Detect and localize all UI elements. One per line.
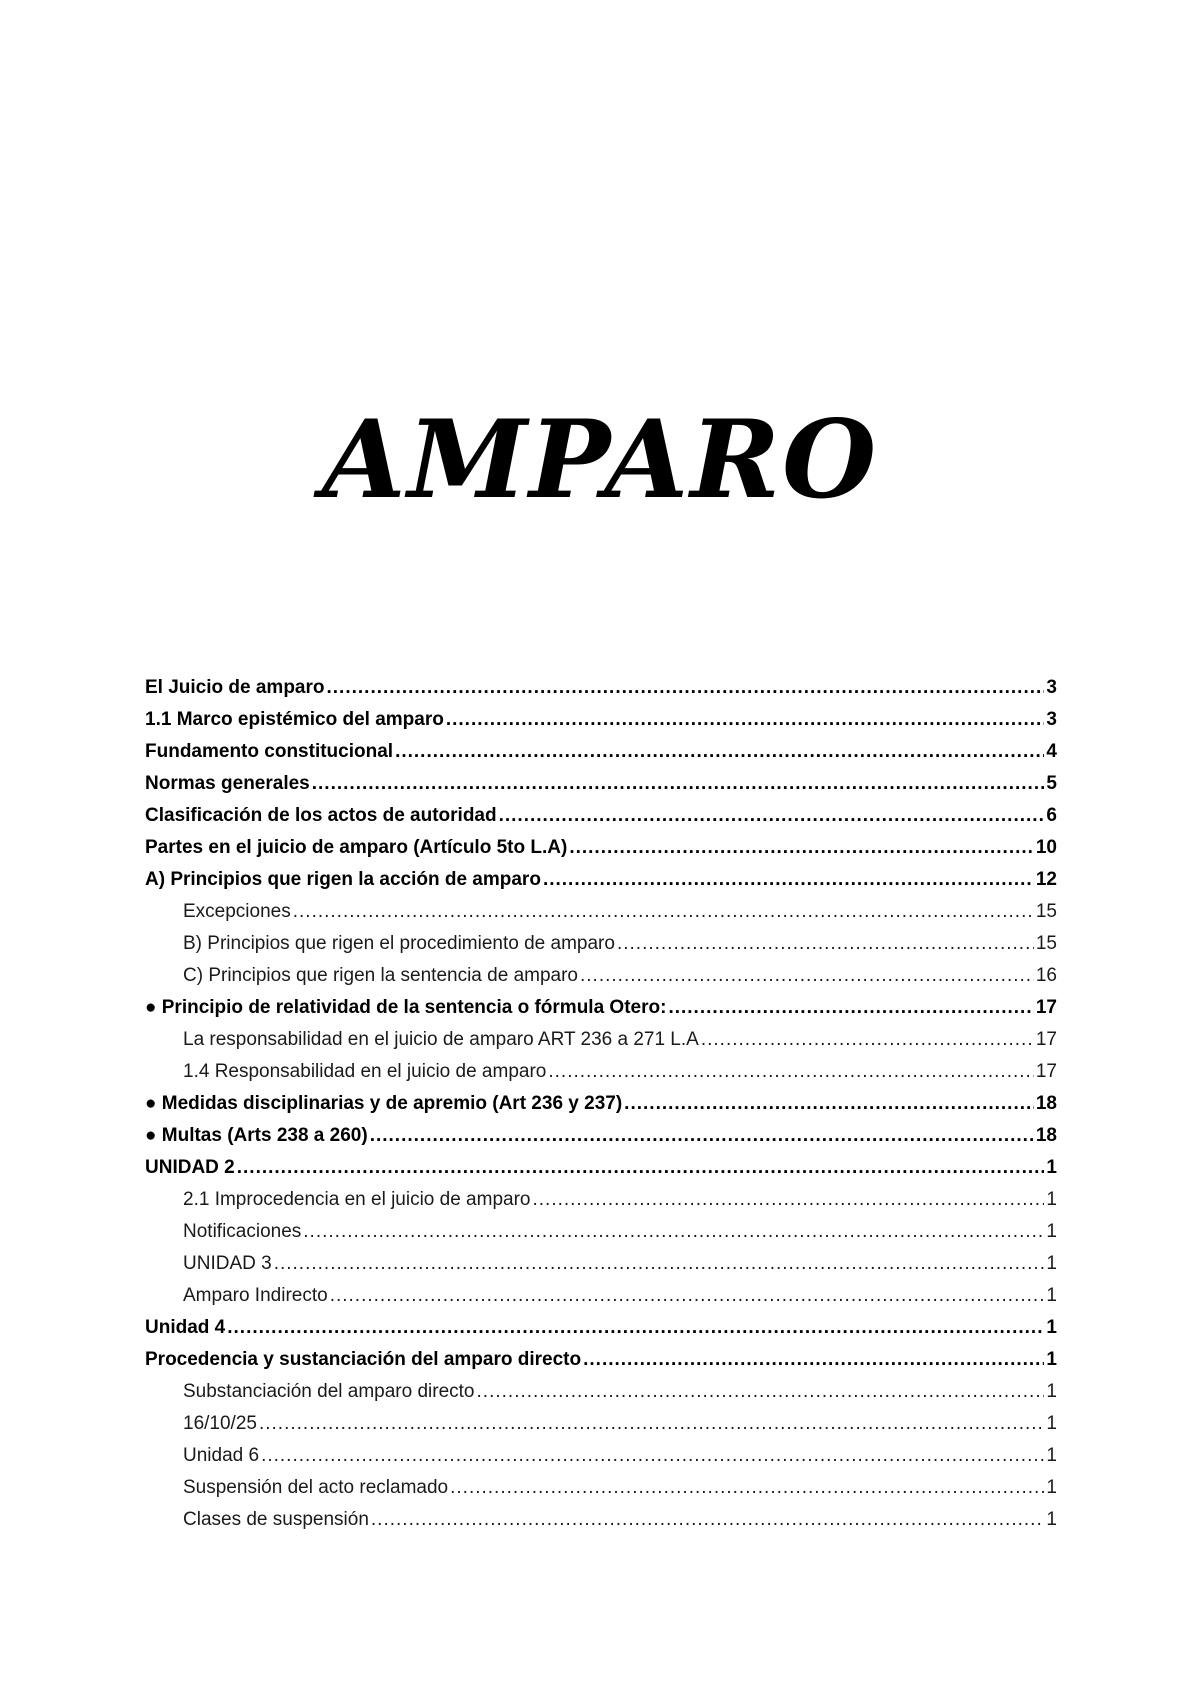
toc-entry[interactable]: [145, 1088, 1057, 1120]
toc-entry[interactable]: [145, 1504, 1057, 1536]
toc-page-number: 1: [1046, 1317, 1057, 1338]
toc-page-number: 17: [1035, 1061, 1057, 1082]
toc-entry[interactable]: [145, 1216, 1057, 1248]
toc-dot-leader: [450, 1472, 1044, 1504]
toc-page-number: 15: [1035, 901, 1057, 922]
toc-page-number: 4: [1046, 741, 1057, 762]
toc-entry-title: A) Principios que rigen la acción de amparo: [145, 869, 541, 890]
toc-entry-title: Excepciones: [183, 901, 291, 922]
toc-entry[interactable]: [145, 1152, 1057, 1184]
toc-entry-title: Partes en el juicio de amparo (Artículo 5to L.A): [145, 837, 568, 858]
toc-entry-title: ● Multas (Arts 238 a 260): [145, 1125, 368, 1146]
toc-entry[interactable]: [145, 1344, 1057, 1376]
toc-dot-leader: [371, 1504, 1045, 1536]
toc-entry-title: ● Principio de relatividad de la sentencia o fórmula Otero:: [145, 997, 667, 1018]
toc-page-number: 1: [1046, 1413, 1057, 1434]
toc-dot-leader: [259, 1408, 1044, 1440]
table-of-contents: [145, 672, 1057, 1536]
toc-entry-title: Clasificación de los actos de autoridad: [145, 805, 497, 826]
toc-dot-leader: [327, 672, 1045, 704]
toc-page-number: 1: [1046, 1381, 1057, 1402]
toc-entry-title: Substanciación del amparo directo: [183, 1381, 475, 1402]
toc-page-number: 15: [1035, 933, 1057, 954]
toc-entry-title: Fundamento constitucional: [145, 741, 394, 762]
toc-entry-title: UNIDAD 2: [145, 1157, 235, 1178]
toc-entry-title: ● Medidas disciplinarias y de apremio (Art 236 y 237): [145, 1093, 623, 1114]
toc-page-number: 1: [1046, 1445, 1057, 1466]
toc-page-number: 1: [1046, 1221, 1057, 1242]
toc-page-number: 1: [1046, 1189, 1057, 1210]
toc-page-number: 5: [1046, 773, 1057, 794]
toc-entry-title: Normas generales: [145, 773, 310, 794]
toc-dot-leader: [499, 800, 1045, 832]
toc-dot-leader: [617, 928, 1034, 960]
toc-page-number: 17: [1035, 997, 1057, 1018]
toc-entry-title: C) Principios que rigen la sentencia de amparo: [183, 965, 578, 986]
toc-dot-leader: [624, 1088, 1034, 1120]
toc-entry[interactable]: [145, 1248, 1057, 1280]
toc-entry-title: UNIDAD 3: [183, 1253, 272, 1274]
toc-dot-leader: [446, 704, 1045, 736]
toc-entry[interactable]: [145, 1056, 1057, 1088]
toc-entry[interactable]: [145, 800, 1057, 832]
document-title: AMPARO: [321, 397, 879, 523]
toc-page-number: 17: [1035, 1029, 1057, 1050]
toc-entry[interactable]: [145, 1312, 1057, 1344]
toc-page-number: 12: [1035, 869, 1057, 890]
toc-dot-leader: [477, 1376, 1045, 1408]
toc-entry-title: 1.4 Responsabilidad en el juicio de amparo: [183, 1061, 547, 1082]
toc-page-number: 1: [1046, 1509, 1057, 1530]
toc-entry-title: Suspensión del acto reclamado: [183, 1477, 449, 1498]
toc-entry[interactable]: [145, 1024, 1057, 1056]
toc-page-number: 18: [1035, 1093, 1057, 1114]
toc-dot-leader: [532, 1184, 1044, 1216]
toc-entry-title: Amparo Indirecto: [183, 1285, 328, 1306]
toc-entry-title: Unidad 6: [183, 1445, 260, 1466]
toc-entry-title: Notificaciones: [183, 1221, 302, 1242]
toc-dot-leader: [583, 1344, 1044, 1376]
toc-entry[interactable]: [145, 768, 1057, 800]
toc-entry[interactable]: [145, 1472, 1057, 1504]
toc-entry-title: Unidad 4: [145, 1317, 226, 1338]
toc-entry[interactable]: [145, 960, 1057, 992]
toc-dot-leader: [227, 1312, 1044, 1344]
toc-entry[interactable]: [145, 1184, 1057, 1216]
toc-page-number: 1: [1046, 1477, 1057, 1498]
toc-page-number: 6: [1046, 805, 1057, 826]
toc-entry-title: 2.1 Improcedencia en el juicio de amparo: [183, 1189, 531, 1210]
toc-page-number: 3: [1046, 709, 1057, 730]
toc-dot-leader: [701, 1024, 1034, 1056]
toc-dot-leader: [312, 768, 1045, 800]
toc-entry[interactable]: [145, 1280, 1057, 1312]
toc-page-number: 16: [1035, 965, 1057, 986]
toc-page-number: 18: [1035, 1125, 1057, 1146]
toc-entry-title: El Juicio de amparo: [145, 677, 325, 698]
toc-dot-leader: [580, 960, 1034, 992]
toc-entry-title: 1.1 Marco epistémico del amparo: [145, 709, 444, 730]
toc-dot-leader: [330, 1280, 1045, 1312]
toc-entry[interactable]: [145, 672, 1057, 704]
toc-dot-leader: [274, 1248, 1045, 1280]
toc-entry[interactable]: [145, 736, 1057, 768]
toc-dot-leader: [293, 896, 1034, 928]
toc-entry[interactable]: [145, 1376, 1057, 1408]
toc-entry[interactable]: [145, 1408, 1057, 1440]
toc-entry-title: 16/10/25: [183, 1413, 257, 1434]
toc-entry[interactable]: [145, 928, 1057, 960]
toc-entry[interactable]: [145, 896, 1057, 928]
toc-dot-leader: [237, 1152, 1045, 1184]
toc-entry[interactable]: [145, 1440, 1057, 1472]
toc-page-number: 10: [1035, 837, 1057, 858]
toc-page-number: 1: [1046, 1349, 1057, 1370]
toc-dot-leader: [543, 864, 1034, 896]
toc-entry-title: La responsabilidad en el juicio de amparo ART 236 a 271 L.A: [183, 1029, 699, 1050]
toc-entry-title: Procedencia y sustanciación del amparo directo: [145, 1349, 582, 1370]
toc-entry-title: B) Principios que rigen el procedimiento de amparo: [183, 933, 615, 954]
toc-dot-leader: [370, 1120, 1034, 1152]
toc-dot-leader: [569, 832, 1034, 864]
toc-page-number: 1: [1046, 1285, 1057, 1306]
toc-entry[interactable]: [145, 1120, 1057, 1152]
toc-entry[interactable]: [145, 992, 1057, 1024]
toc-entry[interactable]: [145, 864, 1057, 896]
toc-dot-leader: [548, 1056, 1034, 1088]
toc-page-number: 1: [1046, 1157, 1057, 1178]
toc-entry[interactable]: [145, 704, 1057, 736]
toc-entry[interactable]: [145, 832, 1057, 864]
toc-page-number: 3: [1046, 677, 1057, 698]
toc-dot-leader: [395, 736, 1044, 768]
toc-dot-leader: [668, 992, 1033, 1024]
toc-page-number: 1: [1046, 1253, 1057, 1274]
toc-entry-title: Clases de suspensión: [183, 1509, 369, 1530]
toc-dot-leader: [303, 1216, 1044, 1248]
toc-dot-leader: [261, 1440, 1044, 1472]
